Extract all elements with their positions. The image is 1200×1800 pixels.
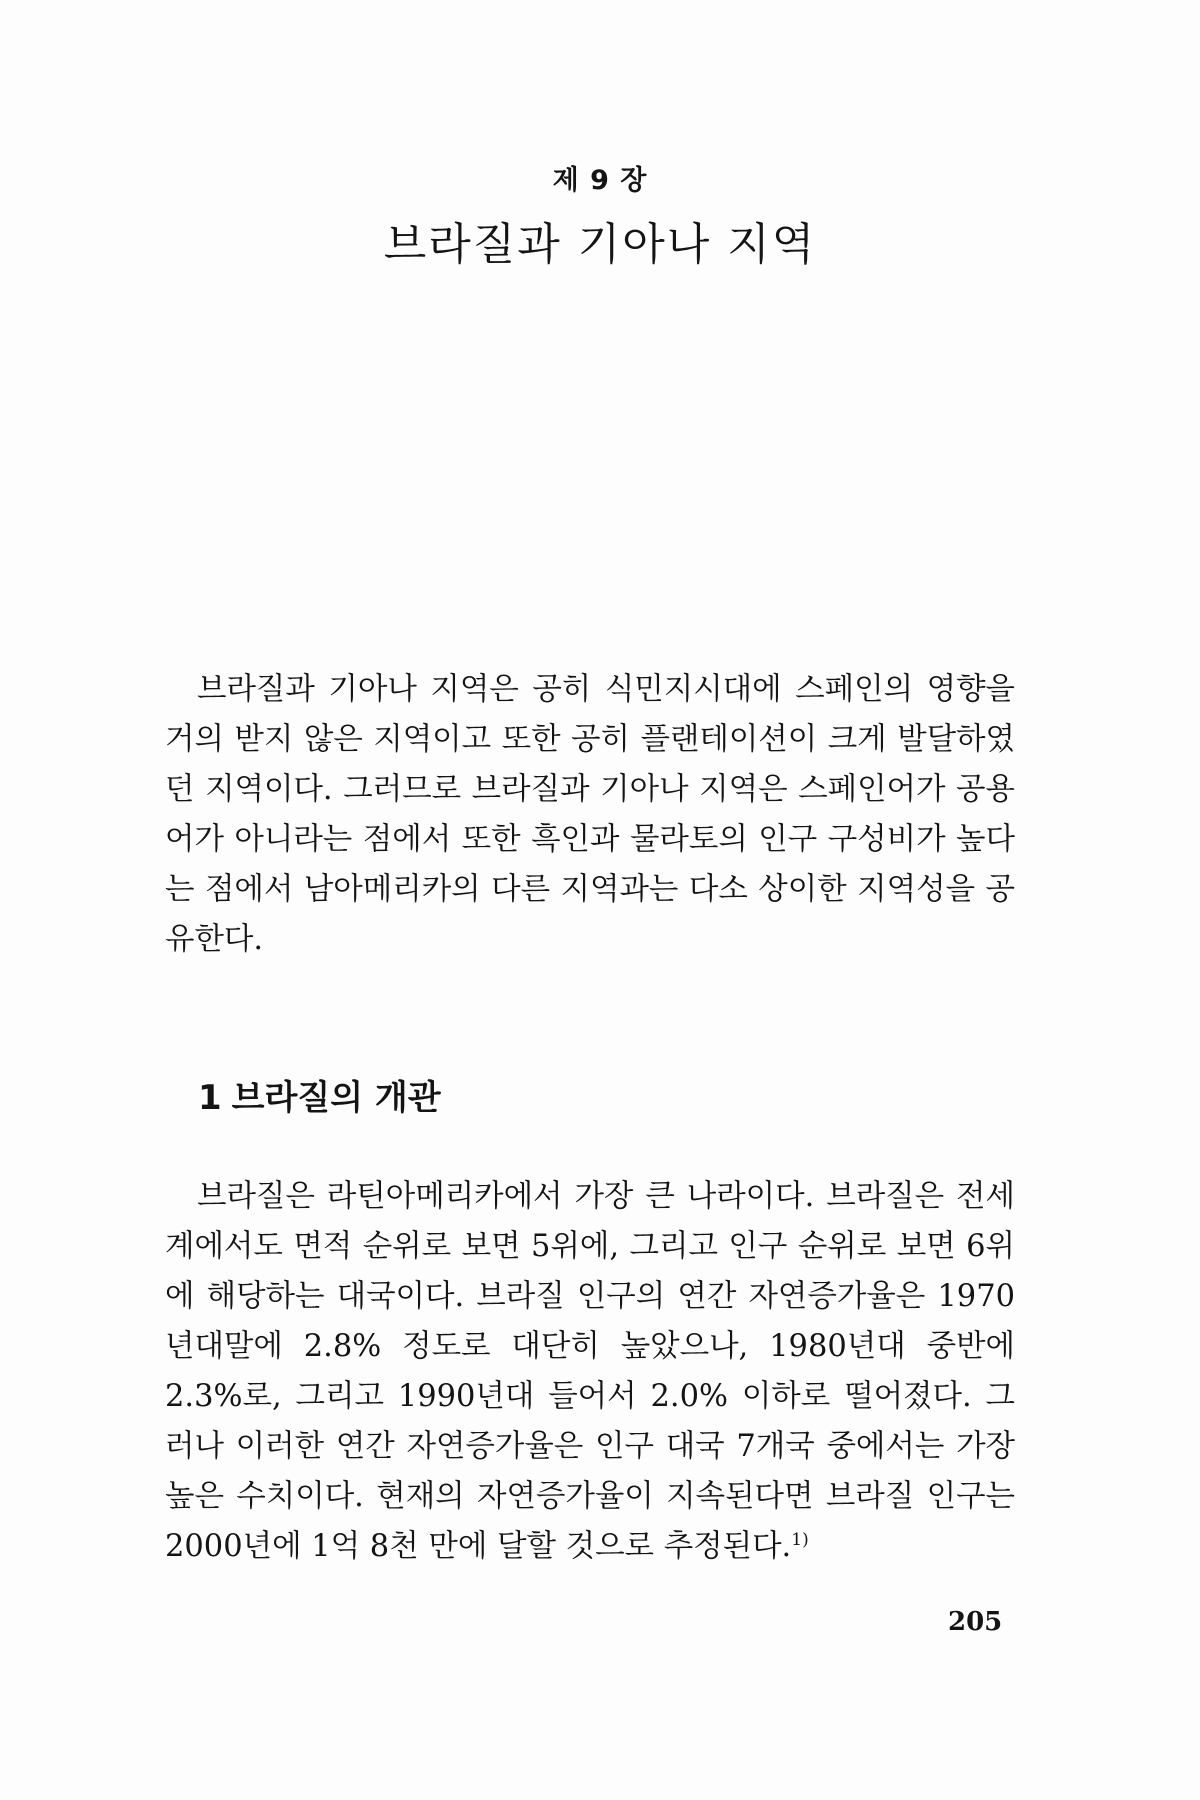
section-heading bbox=[198, 1070, 441, 1119]
body-text: 브라질은 라틴아메리카에서 가장 큰 나라이다. 브라질은 전세계에서도 면적 순위로 보면 5위에, 그리고 인구 순위로 보면 6위에 해당하는 대국이다. 브라질 인구의 연간 자연증가율은 1970년대말에 2.8% 정도로 대단히 높았으나, 1980년대 중반에 2.3%로, 그리고 1990년대 들어서 2.0% 이하로 떨어졌다. 그러나 이러한 연간 자연증가율은 인구 대국 7개국 중에서는 가장 높은 수치이다. 현재의 자연증가율이 지속된다면 브라질 인구는 2000년에 1억 8천 만에 달할 것으로 추정된다. bbox=[165, 1179, 1015, 1564]
chapter-title: 브라질과 기아나 지역 bbox=[383, 219, 817, 270]
footnote-marker: 1) bbox=[791, 1529, 809, 1550]
chapter-label: 제 9 장 bbox=[552, 165, 648, 196]
body-paragraph bbox=[165, 1172, 1015, 1572]
section-number: 1 bbox=[198, 1078, 222, 1118]
page-number: 205 bbox=[948, 1607, 1003, 1637]
intro-paragraph: 브라질과 기아나 지역은 공히 식민지시대에 스페인의 영향을 거의 받지 않은 지역이고 또한 공히 플랜테이션이 크게 발달하였던 지역이다. 그러므로 브라질과 기아나 지역은 스페인어가 공용어가 아니라는 점에서 또한 흑인과 물라토의 인구 구성비가 높다는 점에서 남아메리카의 다른 지역과는 다소 상이한 지역성을 공유한다. bbox=[165, 672, 1015, 957]
section-title: 브라질의 개관 bbox=[231, 1078, 441, 1118]
